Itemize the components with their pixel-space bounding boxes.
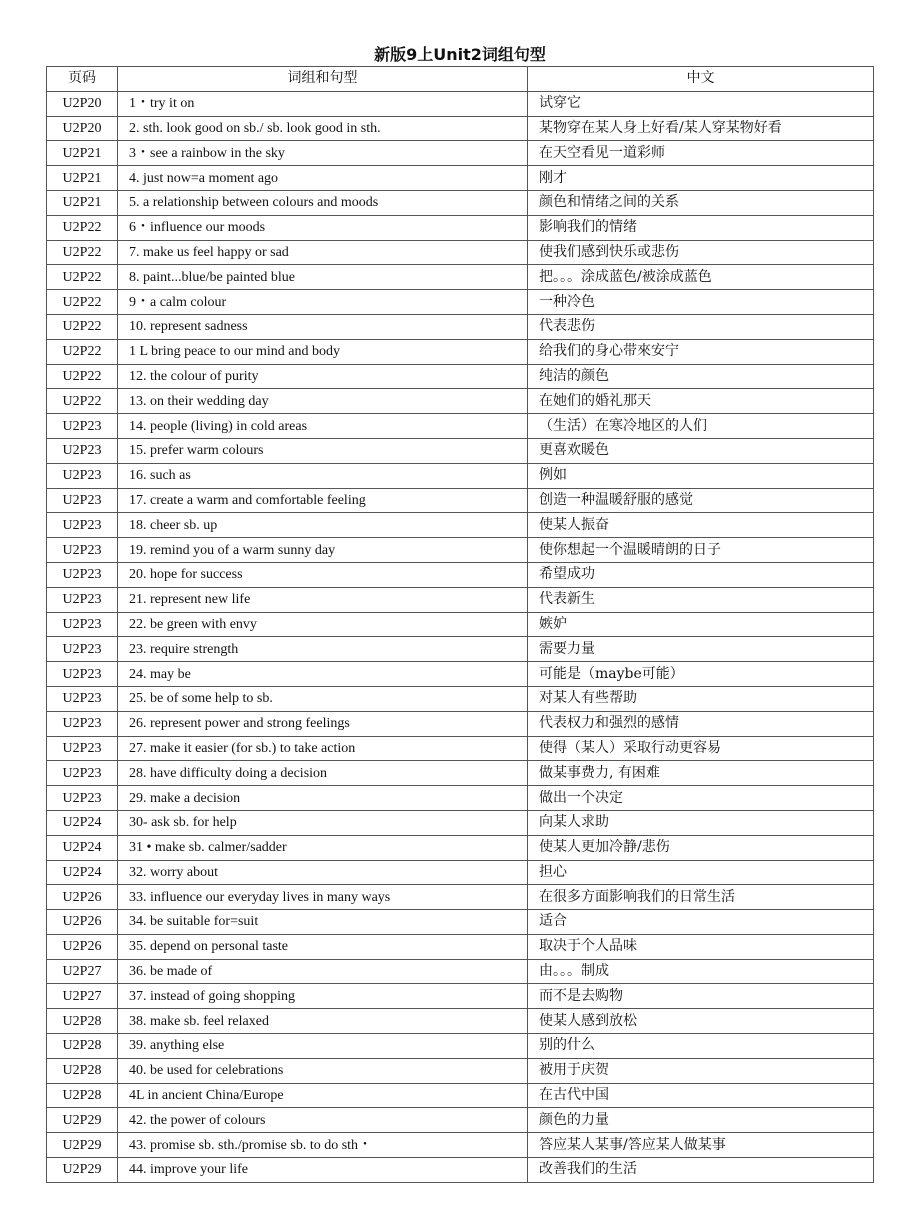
vocabulary-table [46,66,874,1183]
row-chinese: 给我们的身心带來安宁 [528,339,874,364]
row-chinese: 被用于庆贺 [528,1058,874,1083]
row-chinese: 使得（某人）采取行动更容易 [528,736,874,761]
row-chinese: 例如 [528,463,874,488]
row-chinese: 可能是（maybe可能） [528,662,874,687]
row-chinese: 担心 [528,860,874,885]
row-chinese: 使我们感到快乐或悲伤 [528,240,874,265]
row-chinese: 在她们的婚礼那天 [528,389,874,414]
row-chinese: 希望成功 [528,562,874,587]
row-phrase: 6・influence our moods [118,215,528,240]
table-row [47,513,874,538]
table-row [47,934,874,959]
table-row [47,240,874,265]
row-chinese: 纯洁的颜色 [528,364,874,389]
row-chinese: 颜色和情绪之间的关系 [528,190,874,215]
row-page: U2P22 [47,215,118,240]
row-page: U2P26 [47,934,118,959]
table-row [47,885,874,910]
row-page: U2P20 [47,116,118,141]
header-phrase: 词组和句型 [118,67,528,92]
row-chinese: 使某人感到放松 [528,1009,874,1034]
table-row [47,1133,874,1158]
row-page: U2P29 [47,1158,118,1183]
row-phrase: 42. the power of colours [118,1108,528,1133]
row-page: U2P23 [47,438,118,463]
row-page: U2P24 [47,835,118,860]
row-phrase: 32. worry about [118,860,528,885]
row-phrase: 22. be green with envy [118,612,528,637]
row-page: U2P23 [47,513,118,538]
row-page: U2P28 [47,1034,118,1059]
row-page: U2P22 [47,290,118,315]
row-page: U2P28 [47,1058,118,1083]
row-phrase: 36. be made of [118,959,528,984]
row-phrase: 8. paint...blue/be painted blue [118,265,528,290]
row-chinese: 在古代中国 [528,1083,874,1108]
table-row [47,612,874,637]
row-phrase: 4. just now=a moment ago [118,166,528,191]
row-phrase: 34. be suitable for=suit [118,910,528,935]
row-phrase: 9・a calm colour [118,290,528,315]
row-page: U2P23 [47,463,118,488]
row-page: U2P23 [47,686,118,711]
table-row [47,215,874,240]
row-page: U2P21 [47,141,118,166]
table-row [47,1058,874,1083]
row-chinese: （生活）在寒冷地区的人们 [528,414,874,439]
row-phrase: 5. a relationship between colours and moods [118,190,528,215]
row-page: U2P23 [47,786,118,811]
row-chinese: 改善我们的生活 [528,1158,874,1183]
table-row [47,1034,874,1059]
row-phrase: 21. represent new life [118,587,528,612]
table-row [47,587,874,612]
row-chinese: 代表权力和强烈的感情 [528,711,874,736]
table-row [47,488,874,513]
row-chinese: 向某人求助 [528,810,874,835]
row-page: U2P23 [47,761,118,786]
row-phrase: 2. sth. look good on sb./ sb. look good in sth. [118,116,528,141]
row-page: U2P28 [47,1083,118,1108]
row-chinese: 影响我们的情绪 [528,215,874,240]
table-row [47,1009,874,1034]
table-row [47,91,874,116]
row-page: U2P23 [47,736,118,761]
row-chinese: 某物穿在某人身上好看/某人穿某物好看 [528,116,874,141]
row-page: U2P22 [47,240,118,265]
row-phrase: 20. hope for success [118,562,528,587]
row-phrase: 26. represent power and strong feelings [118,711,528,736]
row-page: U2P26 [47,885,118,910]
table-row [47,686,874,711]
table-row [47,438,874,463]
row-page: U2P27 [47,984,118,1009]
table-row [47,662,874,687]
table-row [47,538,874,563]
row-page: U2P23 [47,587,118,612]
row-page: U2P23 [47,414,118,439]
row-phrase: 37. instead of going shopping [118,984,528,1009]
row-page: U2P22 [47,389,118,414]
row-chinese: 把。。。涂成蓝色/被涂成蓝色 [528,265,874,290]
row-page: U2P24 [47,860,118,885]
table-row [47,141,874,166]
row-phrase: 24. may be [118,662,528,687]
row-phrase: 23. require strength [118,637,528,662]
row-chinese: 适合 [528,910,874,935]
table-row [47,314,874,339]
row-chinese: 由。。。制成 [528,959,874,984]
table-row [47,810,874,835]
row-phrase: 29. make a decision [118,786,528,811]
row-chinese: 颜色的力量 [528,1108,874,1133]
row-phrase: 38. make sb. feel relaxed [118,1009,528,1034]
table-row [47,835,874,860]
row-phrase: 4L in ancient China/Europe [118,1083,528,1108]
table-row [47,389,874,414]
row-phrase: 25. be of some help to sb. [118,686,528,711]
row-phrase: 28. have difficulty doing a decision [118,761,528,786]
row-page: U2P23 [47,562,118,587]
row-phrase: 15. prefer warm colours [118,438,528,463]
table-row [47,984,874,1009]
table-row [47,910,874,935]
row-chinese: 刚才 [528,166,874,191]
header-page: 页码 [47,67,118,92]
row-phrase: 44. improve your life [118,1158,528,1183]
table-row [47,116,874,141]
table-row [47,637,874,662]
table-row [47,1158,874,1183]
row-phrase: 12. the colour of purity [118,364,528,389]
row-chinese: 而不是去购物 [528,984,874,1009]
table-row [47,786,874,811]
table-row [47,414,874,439]
row-page: U2P23 [47,662,118,687]
row-phrase: 1 L bring peace to our mind and body [118,339,528,364]
row-page: U2P22 [47,265,118,290]
table-row [47,562,874,587]
table-row [47,736,874,761]
row-chinese: 一种冷色 [528,290,874,315]
table-row [47,364,874,389]
row-page: U2P22 [47,339,118,364]
row-phrase: 40. be used for celebrations [118,1058,528,1083]
table-row [47,860,874,885]
row-chinese: 别的什么 [528,1034,874,1059]
row-chinese: 需要力量 [528,637,874,662]
row-page: U2P22 [47,364,118,389]
row-page: U2P20 [47,91,118,116]
row-chinese: 试穿它 [528,91,874,116]
table-row [47,339,874,364]
row-chinese: 取决于个人品味 [528,934,874,959]
row-chinese: 代表新生 [528,587,874,612]
row-phrase: 14. people (living) in cold areas [118,414,528,439]
row-page: U2P24 [47,810,118,835]
row-page: U2P22 [47,314,118,339]
row-chinese: 创造一种温暖舒服的感觉 [528,488,874,513]
row-page: U2P23 [47,538,118,563]
row-page: U2P23 [47,711,118,736]
table-row [47,711,874,736]
table-header-row [47,67,874,92]
row-phrase: 33. influence our everyday lives in many ways [118,885,528,910]
row-phrase: 7. make us feel happy or sad [118,240,528,265]
row-phrase: 35. depend on personal taste [118,934,528,959]
row-page: U2P29 [47,1133,118,1158]
row-chinese: 代表悲伤 [528,314,874,339]
row-page: U2P23 [47,612,118,637]
table-row [47,290,874,315]
header-chinese: 中文 [528,67,874,92]
row-chinese: 对某人有些帮助 [528,686,874,711]
table-row [47,1083,874,1108]
row-chinese: 在很多方面影响我们的日常生活 [528,885,874,910]
row-phrase: 10. represent sadness [118,314,528,339]
row-phrase: 18. cheer sb. up [118,513,528,538]
row-page: U2P23 [47,488,118,513]
row-chinese: 嫉妒 [528,612,874,637]
table-row [47,265,874,290]
table-row [47,959,874,984]
row-chinese: 在天空看见一道彩师 [528,141,874,166]
row-chinese: 做某事费力, 有困难 [528,761,874,786]
row-phrase: 17. create a warm and comfortable feeling [118,488,528,513]
row-chinese: 使某人更加冷静/悲伤 [528,835,874,860]
row-page: U2P21 [47,190,118,215]
row-chinese: 做出一个决定 [528,786,874,811]
row-phrase: 16. such as [118,463,528,488]
row-chinese: 答应某人某事/答应某人做某事 [528,1133,874,1158]
page-title: 新版9上Unit2词组句型 [374,45,546,64]
row-phrase: 43. promise sb. sth./promise sb. to do sth・ [118,1133,528,1158]
row-phrase: 30- ask sb. for help [118,810,528,835]
table-row [47,761,874,786]
row-chinese: 更喜欢暖色 [528,438,874,463]
row-page: U2P21 [47,166,118,191]
row-phrase: 13. on their wedding day [118,389,528,414]
table-row [47,463,874,488]
row-phrase: 1・try it on [118,91,528,116]
row-page: U2P23 [47,637,118,662]
row-chinese: 使你想起一个温暖晴朗的日子 [528,538,874,563]
row-phrase: 39. anything else [118,1034,528,1059]
table-row [47,166,874,191]
table-row [47,190,874,215]
row-chinese: 使某人振奋 [528,513,874,538]
row-phrase: 27. make it easier (for sb.) to take action [118,736,528,761]
row-phrase: 31 • make sb. calmer/sadder [118,835,528,860]
row-phrase: 3・see a rainbow in the sky [118,141,528,166]
row-page: U2P27 [47,959,118,984]
table-row [47,1108,874,1133]
row-page: U2P26 [47,910,118,935]
row-phrase: 19. remind you of a warm sunny day [118,538,528,563]
row-page: U2P29 [47,1108,118,1133]
row-page: U2P28 [47,1009,118,1034]
